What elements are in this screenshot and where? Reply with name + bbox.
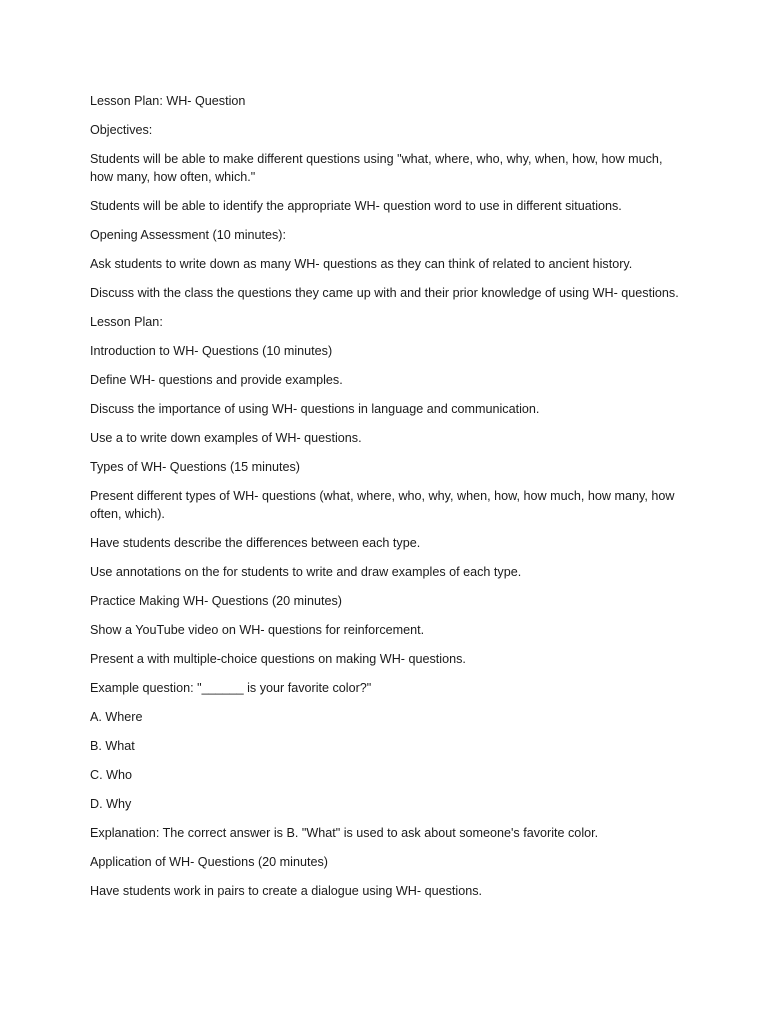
subsection-heading: Application of WH- Questions (20 minutes) — [90, 855, 328, 869]
section-heading-opening-assessment: Opening Assessment (10 minutes): — [90, 228, 286, 242]
answer-option: B. What — [90, 739, 135, 753]
section-heading-lesson-plan: Lesson Plan: — [90, 315, 163, 329]
lesson-item: Have students describe the differences between each type. — [90, 536, 421, 550]
objective-item: Students will be able to make different questions using "what, where, who, why, when, how, how much, how many, how often, which." — [90, 152, 663, 184]
example-question: Example question: "______ is your favorite color?" — [90, 681, 372, 695]
answer-option: A. Where — [90, 710, 143, 724]
lesson-item: Show a YouTube video on WH- questions for reinforcement. — [90, 623, 425, 637]
subsection-heading: Introduction to WH- Questions (10 minutes) — [90, 344, 333, 358]
lesson-item: Discuss the importance of using WH- questions in language and communication. — [90, 402, 540, 416]
lesson-item: Use annotations on the for students to write and draw examples of each type. — [90, 565, 522, 579]
subsection-heading: Practice Making WH- Questions (20 minutes) — [90, 594, 342, 608]
objective-item: Students will be able to identify the appropriate WH- question word to use in different situations. — [90, 199, 622, 213]
assessment-item: Discuss with the class the questions they came up with and their prior knowledge of using WH- questions. — [90, 286, 679, 300]
lesson-item: Present a with multiple-choice questions on making WH- questions. — [90, 652, 466, 666]
document-title: Lesson Plan: WH- Question — [90, 94, 246, 108]
document-body — [90, 92, 685, 911]
lesson-item: Have students work in pairs to create a dialogue using WH- questions. — [90, 884, 483, 898]
assessment-item: Ask students to write down as many WH- questions as they can think of related to ancient history. — [90, 257, 633, 271]
section-heading-objectives: Objectives: — [90, 123, 153, 137]
answer-option: C. Who — [90, 768, 132, 782]
lesson-item: Define WH- questions and provide examples. — [90, 373, 343, 387]
lesson-item: Present different types of WH- questions (what, where, who, why, when, how, how much, how many, how often, which). — [90, 489, 675, 521]
answer-option: D. Why — [90, 797, 132, 811]
answer-explanation: Explanation: The correct answer is B. "What" is used to ask about someone's favorite color. — [90, 826, 599, 840]
lesson-item: Use a to write down examples of WH- questions. — [90, 431, 362, 445]
subsection-heading: Types of WH- Questions (15 minutes) — [90, 460, 300, 474]
